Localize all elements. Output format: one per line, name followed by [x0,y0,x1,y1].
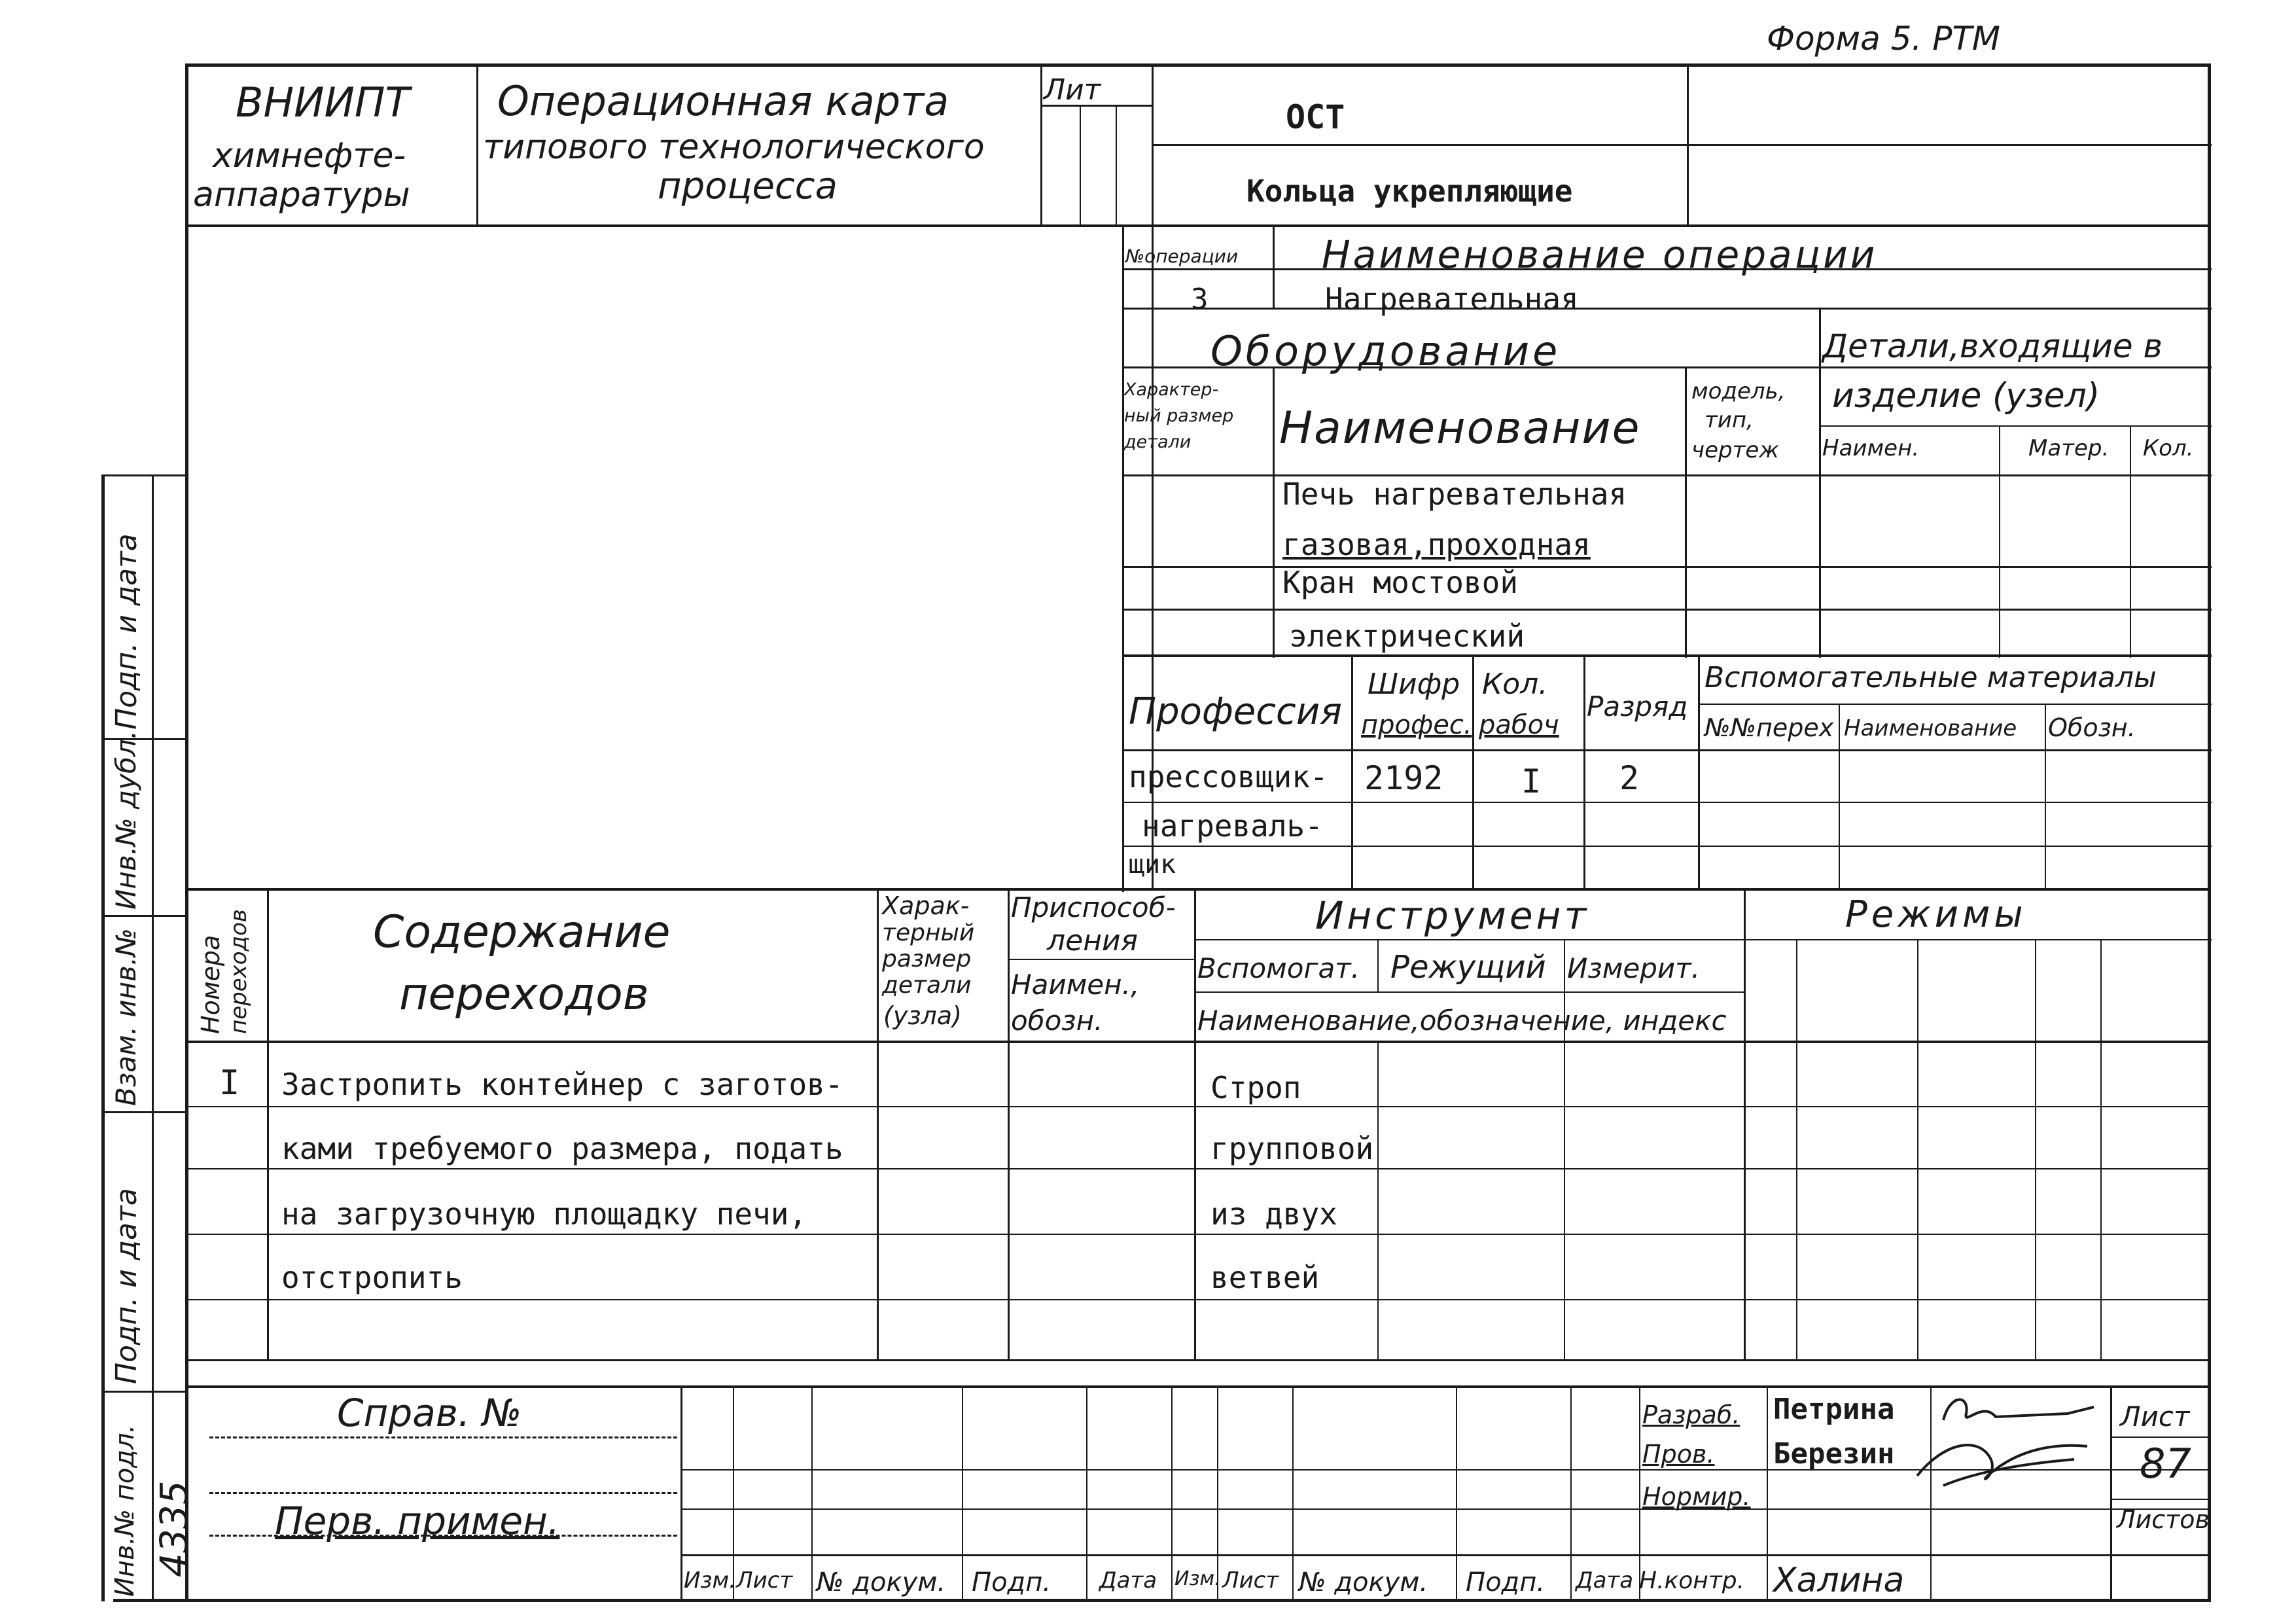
model-label-2: тип, [1704,407,1754,433]
footer-col-4: Подп. [972,1567,1051,1597]
aux-title: Вспомогательные материалы [1704,661,2157,694]
name-checker: Березин [1773,1437,1895,1471]
model-label-1: модель, [1691,378,1786,404]
equipment-row-4: электрический [1289,618,1525,654]
footer-col-7: Лист [1222,1567,1279,1594]
profession-code: 2192 [1364,759,1443,797]
tools-col-cutting: Режущий [1390,949,1546,986]
sheet-number: 87 [2140,1440,2191,1488]
char-label-5: (узла) [883,1001,962,1030]
footer-col-6: Изм. [1174,1567,1221,1590]
count-label-2: рабоч [1479,710,1559,740]
perv-label: Перв. примен. [275,1499,560,1543]
char-label-3: размер [882,946,972,972]
operation-name: Нагревательная [1325,281,1579,317]
checker-signature [1904,1430,2100,1495]
parts-title-2: изделие (узел) [1832,376,2100,416]
model-label-3: чертеж [1691,437,1779,463]
transition-tool-1: Строп [1210,1070,1301,1105]
aux-col-name: Наименование [1844,715,2017,741]
tools-col-aux: Вспомогат. [1197,952,1360,984]
fixture-label-3: Наимен., [1011,969,1140,1001]
modes-title: Режимы [1845,893,2027,936]
char-label-1: Харак- [882,891,970,920]
org-line-1: ВНИИПТ [236,79,410,126]
side-label-inv-orig: Инв.№ подл. [110,1424,140,1597]
transition-content-2: ками требуемого размера, подать [281,1131,843,1166]
equipment-title: Оборудование [1210,327,1561,375]
lit-label: Лит [1044,73,1101,107]
org-line-2: химнефте- [213,136,406,175]
operation-number-label: №операции [1125,245,1239,267]
sheets-label: Листов [2117,1505,2210,1534]
profession-line-2: нагреваль- [1142,808,1323,844]
footer-col-2: Лист [736,1567,793,1594]
transition-tool-4: ветвей [1210,1260,1320,1295]
side-label-replace-inv: Взам. инв.№ [110,928,142,1106]
footer-col-10: Дата [1576,1567,1634,1594]
code-label-2: профес. [1361,710,1472,740]
parts-col-qty: Кол. [2143,435,2194,461]
content-label-2: переходов [399,969,649,1020]
footer-col-3: № докум. [817,1567,946,1597]
fixture-label-1: Приспособ- [1011,891,1176,923]
sprav-label: Справ. № [337,1391,522,1435]
parts-col-material: Матер. [2028,435,2110,461]
equipment-row-1: Печь нагревательная [1282,476,1627,512]
side-label-inv-dup: Инв.№ дубл. [110,730,142,910]
sheet-label: Лист [2120,1400,2190,1433]
char-label-2: терный [882,919,975,946]
aux-col-transition: №№перех [1704,713,1834,742]
transition-tool-2: групповой [1210,1131,1374,1166]
side-label-sign-date-1: Подп. и дата [110,533,143,730]
transition-content-1: Застропить контейнер с заготов- [281,1067,843,1102]
char-label-4: детали [882,972,972,999]
content-label-1: Содержание [373,906,671,958]
transition-number-label-1: Номера [196,935,225,1034]
ost-label: ОСТ [1286,98,1345,136]
fixture-label-4: обозн. [1011,1005,1103,1037]
footer-col-8: № докум. [1299,1567,1428,1597]
footer-col-9: Подп. [1466,1567,1545,1597]
equipment-row-3: Кран мостовой [1282,565,1519,600]
name-developer: Петрина [1773,1393,1895,1426]
footer-col-5: Дата [1099,1567,1157,1594]
part-name: Кольца укрепляющие [1246,173,1573,209]
operation-number: 3 [1191,283,1209,316]
code-label-1: Шифр [1368,668,1460,701]
card-title-line-2: типового технологического [483,128,985,167]
tools-col-measuring: Измерит. [1567,952,1701,984]
equipment-name-label: Наименование [1279,402,1641,454]
fixture-label-2: ления [1047,924,1139,957]
char-size-label-1: Характер- [1124,380,1219,400]
char-size-label-2: ный размер [1124,406,1234,426]
role-normer: Нормир. [1642,1482,1751,1511]
org-line-3: аппаратуры [193,175,410,215]
tools-subtitle: Наименование,обозначение, индекс [1197,1005,1727,1037]
side-inv-value: 4335 [152,1480,196,1577]
side-label-sign-date-2: Подп. и дата [110,1188,143,1384]
worker-count: I [1521,762,1542,800]
role-controller: Н.контр. [1639,1567,1745,1594]
role-developer: Разраб. [1642,1400,1740,1429]
transition-tool-3: из двух [1210,1196,1337,1232]
footer-col-1: Изм. [684,1567,736,1594]
profession-line-1: прессовщик- [1129,759,1328,794]
profession-line-3: щик [1129,849,1176,880]
transition-number-label-2: переходов [226,909,252,1034]
parts-col-name: Наимен. [1822,435,1920,461]
tools-title: Инструмент [1315,893,1590,938]
grade-label: Разряд [1587,690,1688,722]
transition-number: I [219,1063,240,1103]
count-label-1: Кол. [1482,668,1548,701]
role-checker: Пров. [1642,1440,1715,1469]
card-title-line-1: Операционная карта [497,77,949,125]
char-size-label-3: детали [1124,432,1192,452]
card-title-line-3: процесса [658,165,838,207]
name-controller: Халина [1773,1561,1905,1600]
parts-title-1: Детали,входящие в [1822,327,2163,365]
operation-name-label: Наименование операции [1322,232,1878,277]
profession-label: Профессия [1129,690,1342,733]
transition-content-4: отстропить [281,1260,463,1295]
aux-col-designation: Обозн. [2048,713,2136,742]
worker-grade: 2 [1619,759,1640,797]
equipment-row-2: газовая,проходная [1282,527,1591,562]
transition-content-3: на загрузочную площадку печи, [281,1196,807,1232]
form-label: Форма 5. РТМ [1767,20,2001,58]
